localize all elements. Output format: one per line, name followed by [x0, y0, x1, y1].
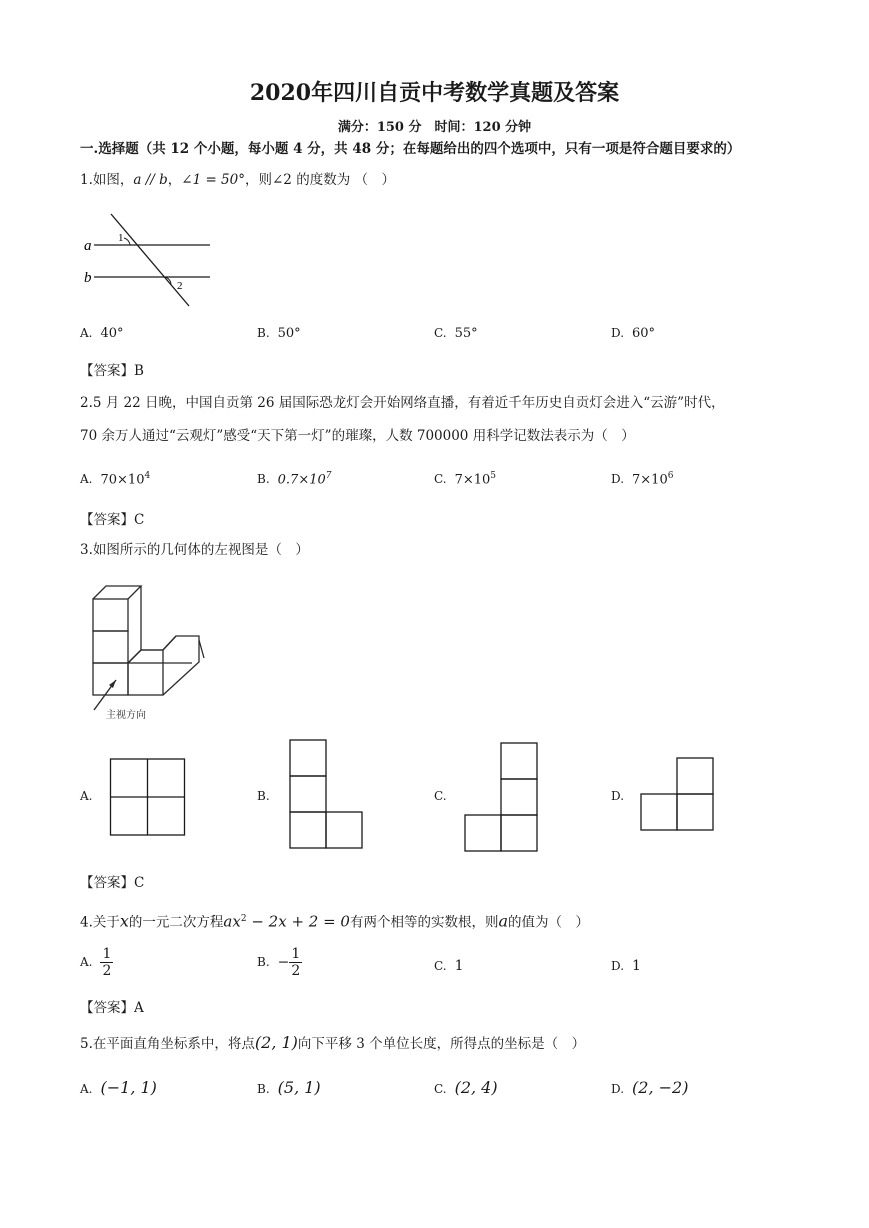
q1-option-b[interactable]: B. 50°: [257, 326, 301, 341]
q4-answer: 【答案】A: [80, 1000, 144, 1016]
q5-option-b[interactable]: B. (5, 1): [257, 1078, 321, 1097]
question-2-line-1: 2.5 月 22 日晚，中国自贡第 26 届国际恐龙灯会开始网络直播，有着近千年历史自贡灯会进入“云游”时代，: [80, 395, 725, 411]
q3-option-c[interactable]: C.: [434, 789, 447, 803]
page-title: 2020年四川自贡中考数学真题及答案: [249, 80, 620, 106]
angle-1-label: 1: [118, 232, 124, 244]
q5-option-c[interactable]: C. (2, 4): [434, 1078, 498, 1097]
q3-option-d[interactable]: D.: [611, 789, 625, 803]
q3-option-d-figure[interactable]: [640, 757, 716, 831]
angle-2-label: 2: [177, 280, 183, 292]
question-1: 1.如图，a // b，∠1 = 50°，则∠2 的度数为 （ ）: [80, 172, 395, 188]
question-3: 3.如图所示的几何体的左视图是（ ）: [80, 542, 309, 558]
q2-option-a[interactable]: A. $70\times 10^4$: [80, 471, 151, 488]
q3-option-a[interactable]: A.: [80, 789, 93, 803]
q1-answer: 【答案】B: [80, 363, 144, 379]
q3-option-a-figure[interactable]: [110, 758, 186, 836]
parallel-lines-figure: [80, 205, 220, 310]
q3-option-b-figure[interactable]: [289, 739, 365, 849]
q4-option-d[interactable]: D. 1: [611, 958, 641, 974]
q4-option-a[interactable]: A. $\frac{1}{2}$: [80, 946, 112, 979]
q4-option-b[interactable]: B. − $\frac{1}{2}$: [257, 946, 301, 979]
q5-option-a[interactable]: A. (−1, 1): [80, 1078, 157, 1097]
q1-option-a[interactable]: A. 40°: [80, 326, 124, 341]
q1-option-c[interactable]: C. 55°: [434, 326, 478, 341]
q2-option-d[interactable]: D. $7\times 10^6$: [611, 471, 674, 488]
question-2-line-2: 70 余万人通过“云观灯”感受“天下第一灯”的璀璨，人数 700000 用科学记数法表示为（ ）: [80, 428, 635, 444]
q2-option-c[interactable]: C. $7\times 10^5$: [434, 471, 497, 488]
q4-option-c[interactable]: C. 1: [434, 958, 464, 974]
q2-answer: 【答案】C: [80, 512, 145, 528]
q2-option-b[interactable]: B. $0.7\times 10^7$: [257, 471, 332, 488]
section-heading: 一.选择题（共 12 个小题，每小题 4 分，共 48 分；在每题给出的四个选项中，只有一项是符合题目要求的）: [80, 141, 741, 157]
question-5: 5.在平面直角坐标系中，将点(2, 1)向下平移 3 个单位长度，所得点的坐标是（ ）: [80, 1033, 586, 1052]
q1-option-d[interactable]: D. 60°: [611, 326, 656, 341]
exam-info: 满分：150 分 时间：120 分钟: [337, 120, 532, 135]
q3-answer: 【答案】C: [80, 875, 145, 891]
solid-figure: [80, 578, 230, 728]
line-a-label: a: [84, 238, 92, 254]
question-4: 4.关于x的一元二次方程$ax^2 - 2x + 2 = 0$有两个相等的实数根，则a的值为（ ）: [80, 911, 590, 931]
q3-option-c-figure[interactable]: [464, 742, 540, 852]
q3-option-b[interactable]: B.: [257, 789, 270, 803]
line-b-label: b: [84, 270, 92, 286]
view-direction-label: 主视方向: [106, 710, 146, 721]
condition-angle: ∠1 = 50°: [181, 172, 245, 188]
q5-option-d[interactable]: D. (2, −2): [611, 1078, 689, 1097]
condition-parallel: a // b: [133, 172, 168, 188]
